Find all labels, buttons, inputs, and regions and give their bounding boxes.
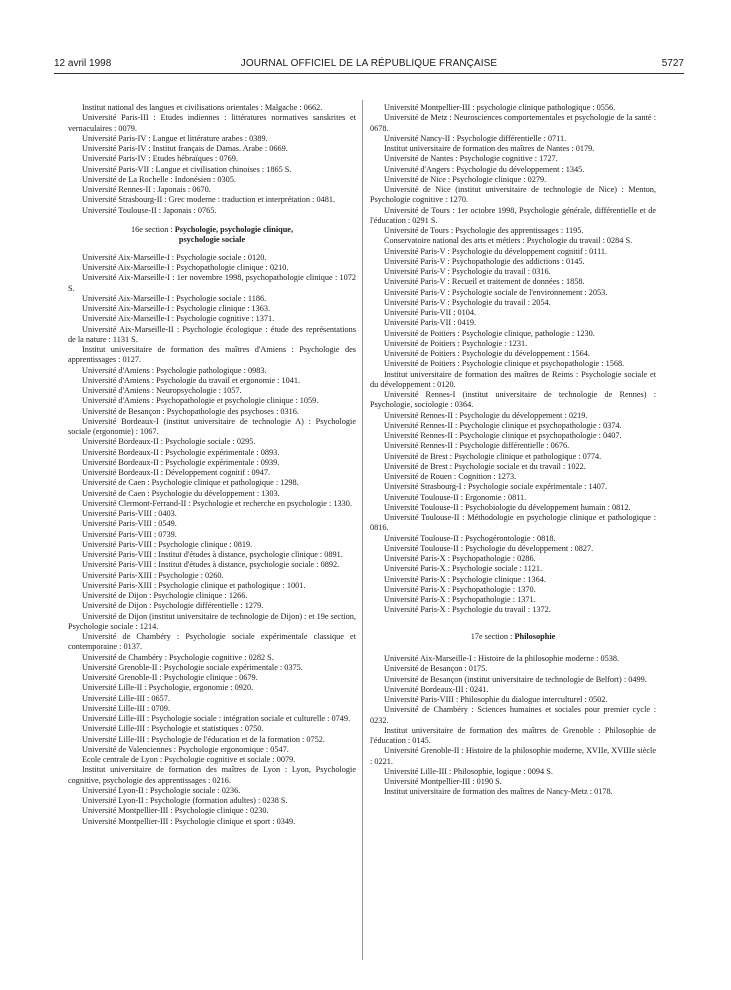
list-item: Université d'Amiens : Psychopathologie et psychologie clinique : 1059. <box>82 396 319 406</box>
list-item: Université de Valenciennes : Psychologie ergonomique : 0547. <box>82 744 289 754</box>
section-title-continued: psychologie sociale <box>178 235 246 245</box>
section-heading-17 <box>370 632 656 643</box>
list-item: Université de Chambéry : Psychologie sociale expérimentale classique et contemporaine : 0137. <box>68 632 356 652</box>
list-item: Université Aix-Marseille-I : Psychologie sociale : 0120. <box>82 252 267 262</box>
list-item: Université Paris-VIII : Institut d'études à distance, psychologie clinique : 0891. <box>82 550 343 559</box>
list-item: Université Grenoble-II : Psychologie clinique : 0679. <box>82 673 258 682</box>
list-item: Université Lyon-II : Psychologie (formation adultes) : 0238 S. <box>82 796 288 805</box>
left-column <box>68 103 356 827</box>
journal-title: JOURNAL OFFICIEL DE LA RÉPUBLIQUE FRANÇAISE <box>240 58 498 69</box>
list-item: Université de Caen : Psychologie du développement : 1303. <box>82 488 280 498</box>
list-item: Université Lille-III : Philosophie, logique : 0094 S. <box>384 766 553 776</box>
section-number: 16e section : <box>130 224 173 234</box>
list-item: Université Aix-Marseille-I : Psychologie cognitive : 1371. <box>82 314 275 324</box>
section-number: 17e section : <box>470 631 513 641</box>
list-item: Université Grenoble-II : Histoire de la philosophie moderne, XVIIe, XVIIIe siècle : 0221. <box>370 746 656 766</box>
list-item: Université de Poitiers : Psychologie clinique, pathologie : 1230. <box>384 328 595 338</box>
list-item: Université Rennes-II : Psychologie du développement : 0219. <box>384 410 588 420</box>
list-item: Université d'Amiens : Psychologie pathologique : 0983. <box>82 365 267 375</box>
list-item: Université Nancy-II : Psychologie différentielle : 0711. <box>384 133 567 143</box>
list-item: Université Toulouse-II : Psychogérontologie : 0818. <box>384 533 556 543</box>
list-item: Université de Caen : Psychologie clinique et pathologique : 1298. <box>82 478 299 488</box>
list-item: Université de Tours : 1er octobre 1998, Psychologie générale, différentielle et de l'éducation : 0291 S. <box>370 205 656 225</box>
list-item: Université Bordeaux-I (institut universitaire de technologie A) : Psychologie sociale (ergonomie) : 1067. <box>68 416 356 436</box>
entry-list <box>370 654 656 798</box>
list-item: Université Paris-VIII : Psychologie clinique : 0819. <box>82 539 253 549</box>
list-item: Université Montpellier-III : Psychologie clinique et sport : 0349. <box>82 816 296 826</box>
list-item: Institut universitaire de formation des maîtres d'Amiens : Psychologie des apprentissages : 0127. <box>68 345 356 365</box>
list-item: Université Lyon-II : Psychologie sociale : 0236. <box>82 785 241 795</box>
list-item: Université de Nantes : Psychologie cognitive : 1727. <box>384 154 558 164</box>
list-item: Institut universitaire de formation des maîtres de Nantes : 0179. <box>384 144 595 153</box>
issue-date: 12 avril 1998 <box>54 58 112 69</box>
list-item: Université de Poitiers : Psychologie clinique et psychopathologie : 1568. <box>384 359 625 369</box>
list-item: Université Paris-XIII : Psychologie : 0260. <box>82 570 224 580</box>
entry-list <box>68 103 356 216</box>
list-item: Université Toulouse-II : Ergonomie : 0811. <box>384 492 527 502</box>
list-item: Université Lille-III : Psychologie de l'éducation et de la formation : 0752. <box>82 734 325 744</box>
list-item: Université Paris-VII : 0419. <box>384 318 477 328</box>
list-item: Université Aix-Marseille-II : Psychologie écologique : étude des représentations de la nature : 1131 S. <box>68 324 356 344</box>
list-item: Université Aix-Marseille-I : Psychologie clinique : 1363. <box>82 304 271 313</box>
list-item: Université Montpellier-III : 0190 S. <box>384 777 502 786</box>
list-item: Université de Dijon (institut universitaire de technologie de Dijon) : et 19e section, Psychologie sociale : 1214. <box>68 611 356 631</box>
list-item: Université Lille-III : 0657. <box>82 693 170 703</box>
section-heading-16 <box>68 225 356 246</box>
list-item: Université Aix-Marseille-I : Psychologie sociale : 1186. <box>82 293 267 303</box>
list-item: Université Paris-VIII : Philosophie du dialogue interculturel : 0502. <box>384 695 608 704</box>
page-number: 5727 <box>661 58 684 69</box>
list-item: Université Lille-II : Psychologie, ergonomie : 0920. <box>82 683 254 693</box>
list-item: Université Lille-III : 0709. <box>82 703 170 713</box>
list-item: Université Rennes-II : Psychologie différentielle : 0676. <box>384 441 570 451</box>
list-item: Université Paris-IV : Institut français de Damas. Arabe : 0669. <box>82 144 288 153</box>
list-item: Université Paris-X : Psychologie du travail : 1372. <box>384 605 551 615</box>
list-item: Université de Poitiers : Psychologie du développement : 1564. <box>384 349 590 358</box>
list-item: Université de Dijon : Psychologie différentielle : 1279. <box>82 601 264 611</box>
page-header <box>54 58 684 72</box>
list-item: Université Bordeaux-II : Psychologie sociale : 0295. <box>82 437 256 447</box>
header-rule <box>54 73 684 74</box>
list-item: Ecole centrale de Lyon : Psychologie cognitive et sociale : 0079. <box>82 755 296 764</box>
section-title: Philosophie <box>514 631 556 641</box>
entry-list <box>68 253 356 827</box>
list-item: Conservatoire national des arts et métiers : Psychologie du travail : 0284 S. <box>384 236 633 246</box>
list-item: Université Bordeaux-II : Psychologie expérimentale : 0939. <box>82 457 280 467</box>
list-item: Université Paris-VII : Langue et civilisation chinoises : 1865 S. <box>82 164 292 174</box>
list-item: Université Paris-III : Etudes indiennes : littératures normatives sanskrites et vernaculaires : 0079. <box>68 113 356 133</box>
list-item: Université Paris-V : Psychologie du travail : 2054. <box>384 297 551 307</box>
list-item: Université Paris-VII : 0104. <box>384 308 477 317</box>
list-item: Université Aix-Marseille-I : Psychopathologie clinique : 0210. <box>82 263 289 272</box>
list-item: Université Strasbourg-I : Psychologie sociale expérimentale : 1407. <box>384 482 608 492</box>
list-item: Université Paris-VIII : 0549. <box>82 519 177 529</box>
list-item: Université Paris-X : Psychopathologie : 1371. <box>384 595 536 604</box>
list-item: Université de Brest : Psychologie clinique et pathologique : 0774. <box>384 451 602 461</box>
list-item: Université Bordeaux-III : 0241. <box>384 684 489 694</box>
list-item: Institut universitaire de formation des maîtres de Reims : Psychologie sociale et du développement : 0120. <box>370 369 656 389</box>
list-item: Institut universitaire de formation des maîtres de Nancy-Metz : 0178. <box>384 787 613 797</box>
list-item: Université Paris-V : Psychopathologie des addictions : 0145. <box>384 256 585 266</box>
list-item: Université de Poitiers : Psychologie : 1231. <box>384 338 528 348</box>
list-item: Université de La Rochelle : Indonésien : 0305. <box>82 174 236 184</box>
list-item: Université Aix-Marseille-I : Histoire de la philosophie moderne : 0538. <box>384 654 620 663</box>
list-item: Université de Chambéry : Psychologie cognitive : 0282 S. <box>82 652 274 662</box>
list-item: Université Paris-IV : Etudes hébraïques : 0769. <box>82 154 238 164</box>
list-item: Université de Nice (institut universitaire de technologie de Nice) : Menton, Psychologie cognitive : 1270. <box>370 185 656 205</box>
list-item: Université Paris-V : Psychologie du travail : 0316. <box>384 267 551 276</box>
list-item: Université Bordeaux-II : Psychologie expérimentale : 0893. <box>82 447 280 457</box>
list-item: Institut universitaire de formation des maîtres de Grenoble : Philosophie de l'éducation : 0145. <box>370 725 656 745</box>
list-item: Université Paris-X : Psychologie clinique : 1364. <box>384 574 546 584</box>
list-item: Université d'Angers : Psychologie du développement : 1345. <box>384 164 585 174</box>
list-item: Université de Metz : Neurosciences comportementales et psychologie de la santé : 0678. <box>370 113 656 133</box>
list-item: Université de Besançon (institut universitaire de technologie de Belfort) : 0499. <box>384 674 647 684</box>
list-item: Université de Dijon : Psychologie clinique : 1266. <box>82 591 248 600</box>
list-item: Université Toulouse-II : Méthodologie en psychologie clinique et pathologique : 0816. <box>370 513 656 533</box>
list-item: Université de Besançon : 0175. <box>384 664 488 674</box>
list-item: Université Paris-VIII : 0403. <box>82 509 177 518</box>
list-item: Université Paris-VIII : 0739. <box>82 529 177 539</box>
list-item: Université Montpellier-III : Psychologie clinique : 0230. <box>82 806 269 816</box>
list-item: Université Paris-XIII : Psychologie clinique et pathologique : 1001. <box>82 580 306 590</box>
list-item: Université Toulouse-II : Psychologie du développement : 0827. <box>384 543 594 553</box>
list-item: Université Paris-V : Psychologie du développement cognitif : 0111. <box>384 246 608 256</box>
list-item: Université d'Amiens : Psychologie du travail et ergonomie : 1041. <box>82 375 301 385</box>
list-item: Université d'Amiens : Neuropsychologie : 1057. <box>82 386 242 395</box>
list-item: Université de Tours : Psychologie des apprentissages : 1195. <box>384 226 584 235</box>
column-separator <box>362 100 363 960</box>
list-item: Université Rennes-I (institut universitaire de technologie de Rennes) : Psychologie, sociologie : 0364. <box>370 390 656 410</box>
list-item: Université Toulouse-II : Psychobiologie du développement humain : 0812. <box>384 502 631 512</box>
list-item: Université Strasbourg-II : Grec moderne : traduction et interprétation : 0481. <box>82 195 336 205</box>
list-item: Université Rennes-II : Japonais : 0670. <box>82 185 211 194</box>
list-item: Université Rennes-II : Psychologie clinique et psychopathologie : 0407. <box>384 431 622 440</box>
right-column <box>370 103 656 798</box>
list-item: Université de Nice : Psychologie clinique : 0279. <box>384 174 547 184</box>
list-item: Université Montpellier-III : psychologie clinique pathologique : 0556. <box>384 103 616 112</box>
list-item: Université Clermont-Ferrand-II : Psychologie et recherche en psychologie : 1330. <box>82 498 352 508</box>
list-item: Université Lille-III : Psychologie sociale : intégration sociale et culturelle : 0749. <box>82 714 351 723</box>
entry-list <box>370 103 656 616</box>
list-item: Université Paris-X : Psychopathologie : 1370. <box>384 584 536 594</box>
list-item: Université de Rouen : Cognition : 1273. <box>384 472 517 481</box>
list-item: Université Paris-V : Psychologie sociale de l'environnement : 2053. <box>384 287 608 297</box>
list-item: Université de Besançon : Psychopathologie des psychoses : 0316. <box>82 406 299 416</box>
list-item: Université Lille-III : Psychologie et statistiques : 0750. <box>82 724 264 734</box>
list-item: Université Grenoble-II : Psychologie sociale expérimentale : 0375. <box>82 662 303 672</box>
section-title: Psychologie, psychologie clinique, <box>174 224 294 234</box>
list-item: Université Toulouse-II : Japonais : 0765. <box>82 205 217 215</box>
list-item: Université Rennes-II : Psychologie clinique et psychopathologie : 0374. <box>384 420 622 430</box>
list-item: Université de Brest : Psychologie sociale et du travail : 1022. <box>384 461 586 471</box>
list-item: Université Bordeaux-II : Développement cognitif : 0947. <box>82 468 271 477</box>
list-item: Institut national des langues et civilisations orientales : Malgache : 0662. <box>82 103 323 112</box>
list-item: Université Aix-Marseille-I : 1er novembre 1998, psychopathologie clinique : 1072 S. <box>68 273 356 293</box>
list-item: Université Paris-V : Recueil et traitement de données : 1858. <box>384 277 585 287</box>
list-item: Institut universitaire de formation des maîtres de Lyon : Lyon, Psychologie cognitive, psychologie des apprentissages : 0216. <box>68 765 356 785</box>
list-item: Université Paris-VIII : Institut d'études à distance, psychologie sociale : 0892. <box>82 560 340 570</box>
list-item: Université Paris-X : Psychologie sociale : 1121. <box>384 564 543 574</box>
list-item: Université Paris-X : Psychopathologie : 0286. <box>384 554 536 563</box>
list-item: Université de Chambéry : Sciences humaines et sociales pour premier cycle : 0232. <box>370 705 656 725</box>
list-item: Université Paris-IV : Langue et littérature arabes : 0389. <box>82 133 268 143</box>
